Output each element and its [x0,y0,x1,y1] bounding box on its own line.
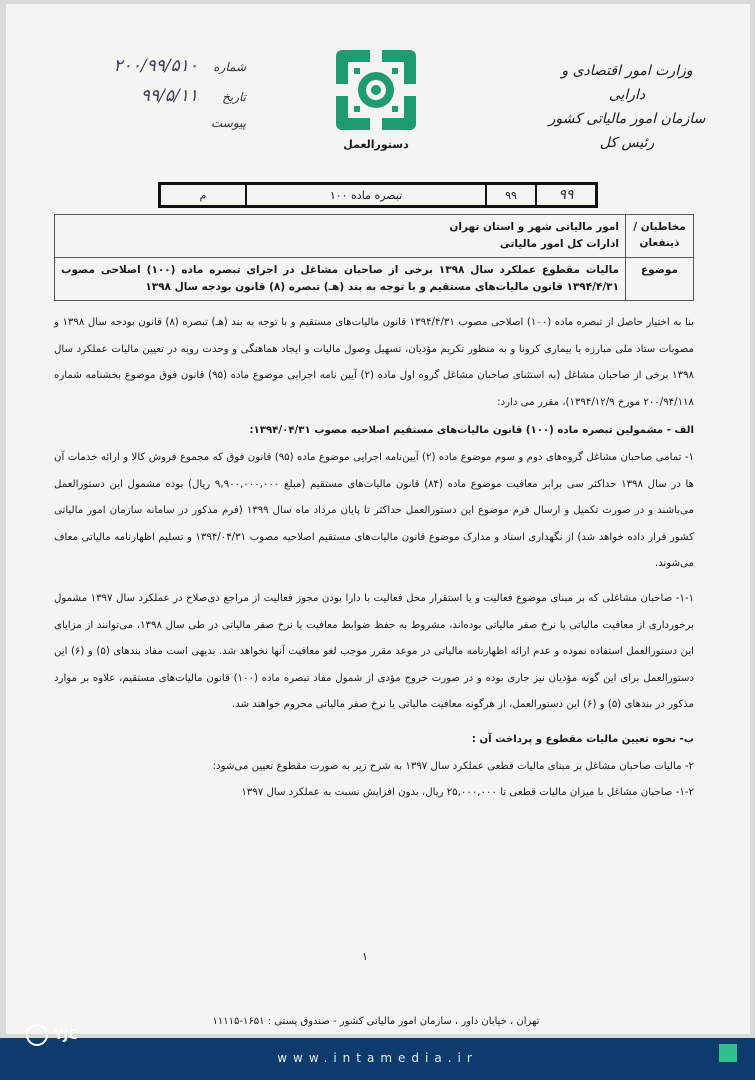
addressee-line: امور مالیاتی شهر و استان تهران [449,221,619,233]
control-year: ۹۹ [485,185,535,205]
paragraph-2-1: ۱-۲- صاحبان مشاغل با میزان مالیات قطعی تا ۲۵,۰۰۰,۰۰۰ ریال، بدون افزایش نسبت به عملکرد سال ۱۳۹۷ [241,787,694,799]
meta-table [54,214,694,301]
section-b-heading: ب- نحوه تعیین مالیات مقطوع و پرداخت آن : [471,733,694,745]
date-label: تاریخ [222,90,246,104]
date-row [66,86,246,116]
addressee-row [55,215,693,258]
organization-line: سازمان امور مالیاتی کشور [548,111,706,127]
website-bar [0,1038,755,1080]
number-label: شماره [213,60,246,74]
footer-address: تهران ، خیابان داور ، سازمان امور مالیاتی کشور - صندوق پستی : ۱۶۵۱-۱۱۱۱۵ [212,1016,540,1027]
paragraph-2: ۲- مالیات صاحبان مشاغل بر مبنای مالیات قطعی عملکرد سال ۱۳۹۷ به شرح زیر به صورت مقطوع تعیین می‌شود: [212,760,694,772]
green-square-icon [719,1044,737,1062]
subject-text: مالیات مقطوع عملکرد سال ۱۳۹۸ برخی از صاحبان مشاغل در اجرای تبصره ماده (۱۰۰) اصلاحی مصوب ۱۳۹۴/۴/۳۱ قانون مالیات‌های مستقیم و با توجه به بند (هـ) تبصره (۸) قانون بودجه سال ۱۳۹۸ [61,264,620,293]
section-a-heading: الف - مشمولین تبصره ماده (۱۰۰) قانون مالیات‌های مستقیم اصلاحیه مصوب ۱۳۹۴/۰۴/۳۱: [249,425,694,437]
control-code: م [199,188,207,202]
number-row [66,56,246,86]
website-link[interactable]: www.intamedia.ir [277,1051,478,1065]
logo-caption: دستورالعمل [343,138,409,151]
intro-paragraph: بنا به اختیار حاصل از تبصره ماده (۱۰۰) اصلاحی مصوب ۱۳۹۴/۴/۳۱ قانون مالیات‌های مستقیم و با توجه به بند (هـ) تبصره (۸) قانون بودجه سال ۱۳۹۸ و مصوبات ستاد ملی مبارزه با بیماری کرونا و به منظور تکریم مؤدیان، تسهیل وصول مالیات و ایجاد هماهنگی و وحدت رویه در تعیین مالیات عملکرد سال ۱۳۹۸ برخی از صاحبان مشاغل (به استثنای صاحبان مشاغل گروه اول ماده (۲) آیین نامه اجرایی موضوع ماده (۹۵) قانون فوق موضوع بخشنامه شماره ۲۰۰/۹۴/۱۱۸ مورخ ۱۳۹۴/۱۲/۹)، مقرر می دارد: [54,317,695,408]
tax-organization-logo [334,48,418,132]
addressee-values [55,215,625,257]
addressee-line: ادارات کل امور مالیاتی [499,238,619,250]
date-value: ۹۹/۵/۱۱ [140,86,198,106]
letter-body [54,310,694,807]
attachment-row [66,116,246,146]
chief-line: رئیس کل [599,135,655,151]
letter-reference-block [66,56,246,146]
control-handwritten-number: ۹۹ [535,185,595,205]
control-box [158,182,598,208]
control-title: تبصره ماده ۱۰۰ [245,185,485,205]
yjc-logo-icon [26,1024,48,1046]
subject-label: موضوع [625,258,693,300]
ministry-header [542,59,712,155]
letter-page [6,4,750,1034]
paragraph-1-1: ۱-۱- صاحبان مشاغلی که بر مبنای موضوع فعالیت و یا استقرار محل فعالیت با دارا بودن مجوز فعالیت از مراجع ذی‌صلاح در عملکرد سال ۱۳۹۷ مشمول برخورداری از معافیت مالیاتی یا نرخ صفر مالیاتی بوده‌اند، مشروط به حفظ ضوابط معافیت یا نرخ صفر مالیاتی در طی سال ۱۳۹۸، می‌توانند از مزایای این دستورالعمل استفاده نموده و عدم ارائه اظهارنامه مالیاتی در موعد مقرر موجب لغو معافیت آنها نخواهد شد. بدیهی است مفاد بندهای (۵) و (۶) این دستورالعمل برای این گونه مؤدیان نیز جاری بوده و در صورت خروج مؤدی از شمول مفاد تبصره ماده (۱۰۰) قانون مالیات‌های مستقیم، علاوه بر موارد مذکور در بندهای (۵) و (۶) این دستورالعمل، از هرگونه معافیت مالیاتی یا نرخ صفر مالیاتی محروم خواهند شد. [54,592,694,711]
page-number: ۱ [362,950,368,963]
addressee-label: مخاطبان / ذینفعان [625,215,693,257]
yjc-watermark [26,1024,78,1046]
attachment-label: پیوست [211,116,246,130]
yjc-watermark-text: YJC [54,1027,78,1043]
logo-block [334,48,418,151]
paragraph-1: ۱- تمامی صاحبان مشاغل گروه‌های دوم و سوم موضوع ماده (۲) آیین‌نامه اجرایی موضوع ماده (۹۵) قانون فوق که مجموع فروش کالا و ارائه خدمات آن ها در سال ۱۳۹۸ حداکثر سی برابر معافیت موضوع ماده (۸۴) قانون مالیات‌های مستقیم (مبلغ ۹,۹۰۰,۰۰۰,۰۰۰ ریال) بوده مشمول این دستورالعمل می‌باشند و در صورت تکمیل و ارسال فرم موضوع این دستورالعمل حداکثر تا پایان مرداد ماه سال ۱۳۹۹ (فرم مذکور در سامانه سازمان امور مالیاتی کشور قرار داده خواهد شد) از نگهداری اسناد و مدارک موضوع قانون مالیات‌های مستقیم اصلاحیه مصوب ۱۳۹۴/۰۴/۳۱ و تسلیم اظهارنامه مالیاتی معاف می‌شوند. [54,451,695,570]
number-value: ۲۰۰/۹۹/۵۱۰ [113,56,198,76]
ministry-line: وزارت امور اقتصادی و دارایی [561,63,693,103]
subject-row [55,258,693,300]
